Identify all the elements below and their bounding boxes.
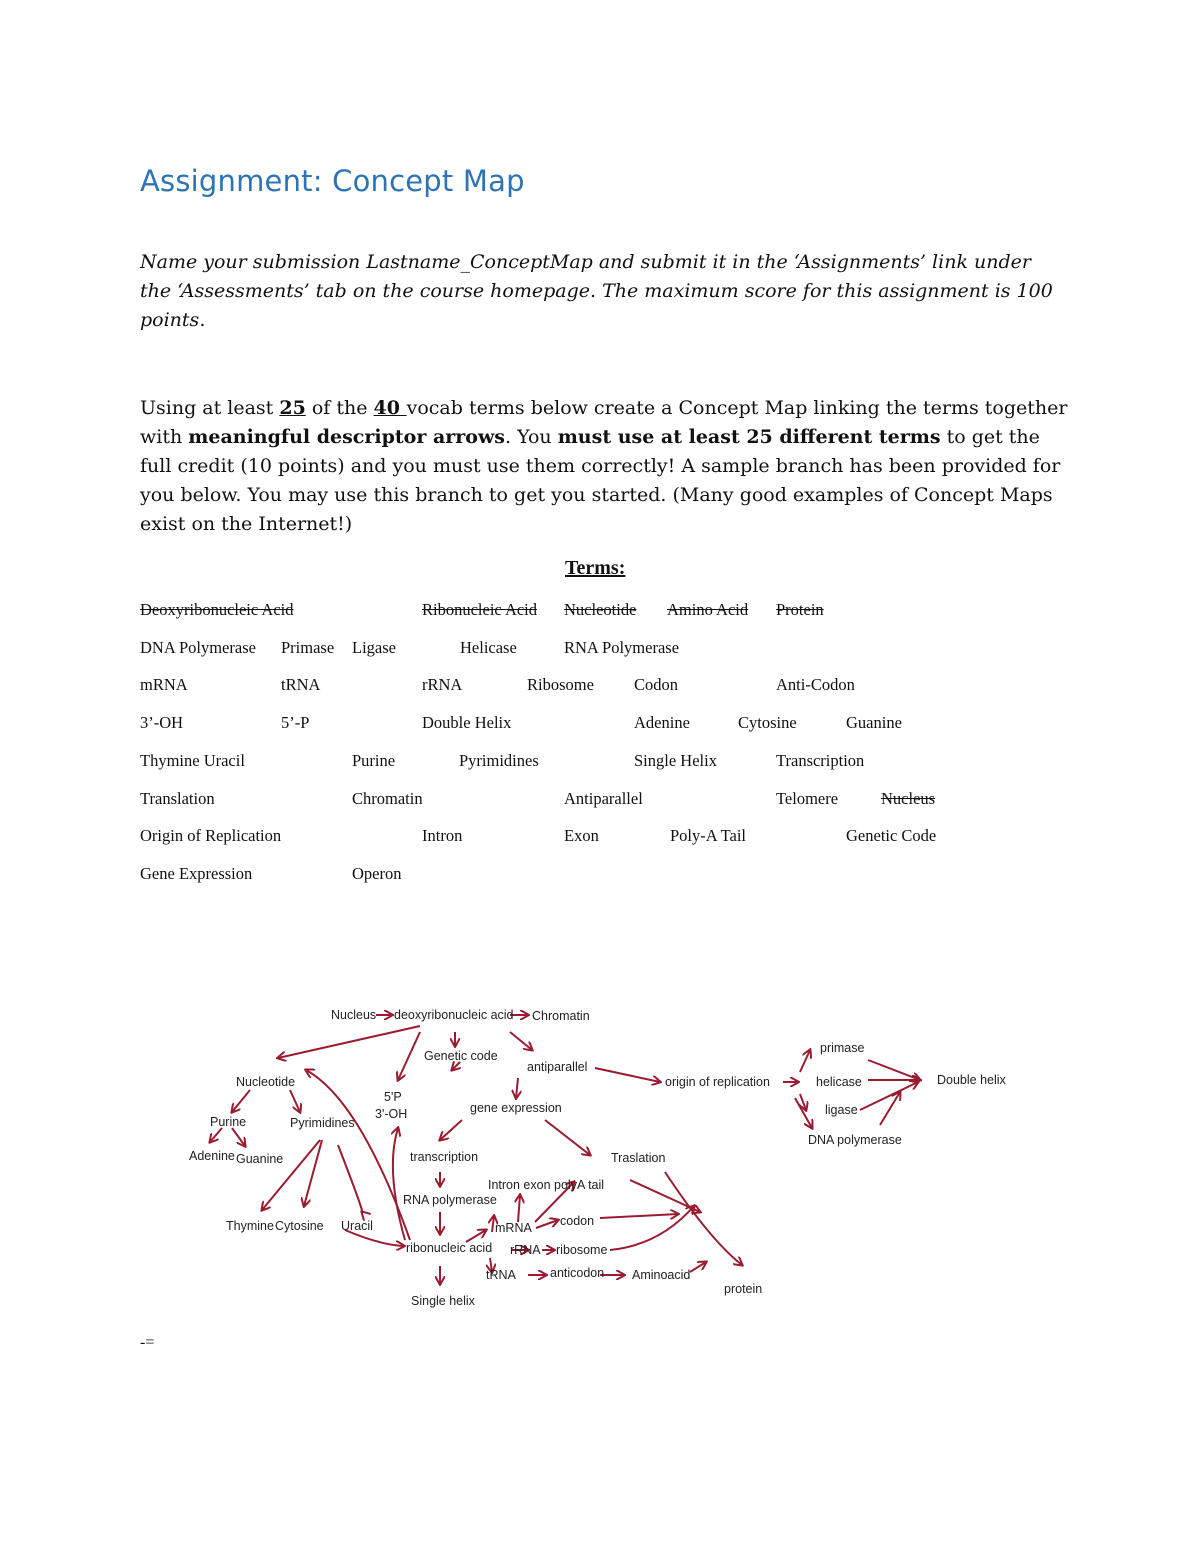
arrow: [278, 1026, 420, 1058]
term: Ribonucleic Acid: [422, 600, 538, 619]
arrow: [868, 1060, 920, 1080]
instr-number-25: 25: [279, 397, 306, 419]
map-node-chromatin: Chromatin: [532, 1009, 590, 1023]
page-title: Assignment: Concept Map: [140, 164, 525, 198]
instr-bold-1: meaningful descriptor arrows: [188, 426, 506, 448]
term: Transcription: [776, 751, 865, 770]
instr-bold-2: must use at least 25 different terms: [557, 426, 941, 448]
map-node-aminoacid: Aminoacid: [632, 1268, 691, 1282]
map-node-transcription: transcription: [410, 1150, 479, 1164]
term: Antiparallel: [564, 789, 643, 808]
term: Protein: [776, 600, 824, 619]
term: Ribosome: [527, 675, 594, 694]
map-node-guanine: Guanine: [236, 1152, 284, 1166]
term: RNA Polymerase: [564, 638, 680, 657]
term: mRNA: [140, 675, 188, 694]
arrow: [690, 1262, 706, 1272]
term: 3’-OH: [140, 713, 184, 732]
arrow: [545, 1120, 590, 1155]
arrow: [338, 1145, 362, 1212]
instr-part-1: Using at least: [140, 397, 280, 419]
arrow: [440, 1120, 462, 1140]
map-node-antiparallel: antiparallel: [527, 1060, 588, 1074]
arrow: [630, 1180, 700, 1212]
arrow: [492, 1216, 494, 1232]
term: Double Helix: [422, 713, 512, 732]
map-node-nucleus: Nucleus: [331, 1008, 377, 1022]
arrow: [880, 1092, 900, 1125]
map-node-ribosome: ribosome: [556, 1243, 608, 1257]
term: Purine: [352, 751, 396, 770]
arrow: [262, 1140, 320, 1210]
map-node-rna-polymerase: RNA polymerase: [403, 1193, 497, 1207]
arrow: [232, 1090, 250, 1112]
arrow: [290, 1090, 300, 1112]
map-node-3oh: 3'-OH: [375, 1107, 408, 1121]
map-node-dna-polymerase: DNA polymerase: [808, 1133, 902, 1147]
intro-text-2: The maximum score for this assignment is 100 points: [140, 280, 1053, 331]
arrow: [600, 1214, 678, 1218]
intro-period-2: .: [199, 309, 206, 331]
map-node-cytosine: Cytosine: [275, 1219, 324, 1233]
term: Adenine: [634, 713, 690, 732]
arrow: [398, 1032, 420, 1080]
map-node-rrna: rRNA: [510, 1243, 541, 1257]
footer-mark: -=: [140, 1334, 155, 1351]
map-node-intron-exon-polya: Intron exon polyA tail: [488, 1178, 605, 1192]
term: Anti-Codon: [776, 675, 855, 694]
term: Poly-A Tail: [670, 826, 747, 845]
arrow: [518, 1195, 520, 1222]
term: DNA Polymerase: [140, 638, 256, 657]
arrow: [510, 1032, 532, 1050]
instr-part-4: . You: [505, 426, 558, 448]
map-node-origin-of-replication: origin of replication: [665, 1075, 770, 1089]
map-node-single-helix: Single helix: [411, 1294, 475, 1308]
map-node-double-helix: Double helix: [937, 1073, 1006, 1087]
map-node-protein: protein: [724, 1282, 763, 1296]
term: 5’-P: [281, 713, 310, 732]
map-node-5p: 5'P: [384, 1090, 402, 1104]
map-node-genetic-code: Genetic code: [424, 1049, 498, 1063]
term: Cytosine: [738, 713, 797, 732]
arrow: [610, 1206, 694, 1250]
term: Exon: [564, 826, 599, 845]
term: Primase: [281, 638, 335, 657]
term: Guanine: [846, 713, 902, 732]
term: Nucleus: [881, 789, 936, 808]
intro-period-1: .: [589, 280, 597, 302]
map-labels: [189, 1008, 1007, 1308]
arrow: [516, 1078, 518, 1098]
term: Translation: [140, 789, 215, 808]
map-node-dna: deoxyribonucleic acid: [394, 1008, 514, 1022]
term: Amino Acid: [667, 600, 749, 619]
map-node-codon: codon: [560, 1214, 595, 1228]
term: Operon: [352, 864, 402, 883]
instr-part-3: vocab terms below create a Concept Map linking the terms together with: [140, 397, 1068, 448]
map-node-nucleotide: Nucleotide: [236, 1075, 296, 1089]
map-node-traslation: Traslation: [611, 1151, 666, 1165]
arrow: [595, 1068, 660, 1082]
map-node-ligase: ligase: [825, 1103, 858, 1117]
map-node-purine: Purine: [210, 1115, 247, 1129]
map-node-trna: tRNA: [486, 1268, 516, 1282]
map-node-anticodon: anticodon: [550, 1266, 605, 1280]
arrow: [232, 1128, 245, 1146]
term: Single Helix: [634, 751, 717, 770]
term: Intron: [422, 826, 463, 845]
term: Deoxyribonucleic Acid: [140, 600, 294, 619]
instr-part-5: to get the full credit (10 points) and you must use them correctly! A sample branch has been provided for you below. You may use this branch to get you started. (Many good examples of Concept Maps exist on the Internet!): [140, 426, 1061, 535]
term: rRNA: [422, 675, 463, 694]
term: Pyrimidines: [459, 751, 539, 770]
term: Thymine Uracil: [140, 751, 245, 770]
term: Telomere: [776, 789, 839, 808]
arrow: [665, 1172, 742, 1265]
map-node-primase: primase: [820, 1041, 865, 1055]
arrow: [800, 1050, 810, 1072]
arrow: [536, 1220, 558, 1228]
map-node-mrna: mRNA: [495, 1221, 532, 1235]
term: Genetic Code: [846, 826, 937, 845]
map-node-pyrimidines: Pyrimidines: [290, 1116, 355, 1130]
map-node-helicase: helicase: [816, 1075, 862, 1089]
map-node-rna: ribonucleic acid: [406, 1241, 493, 1255]
map-node-thymine: Thymine: [226, 1219, 274, 1233]
instr-part-2: of the: [305, 397, 374, 419]
term: Helicase: [460, 638, 517, 657]
terms-heading: Terms:: [565, 557, 626, 579]
term: Origin of Replication: [140, 826, 282, 845]
term: tRNA: [281, 675, 321, 694]
intro-text-1: Name your submission Lastname_ConceptMap and submit it in the ‘Assignments’ link under the ‘Assessments’ tab on the course homepage: [140, 251, 1031, 302]
term: Ligase: [352, 638, 396, 657]
term: Gene Expression: [140, 864, 253, 883]
map-node-adenine: Adenine: [189, 1149, 235, 1163]
term: Nucleotide: [564, 600, 637, 619]
instr-number-40: 40: [373, 397, 407, 419]
map-node-gene-expression: gene expression: [470, 1101, 562, 1115]
arrow: [860, 1082, 918, 1110]
term: Codon: [634, 675, 679, 694]
arrow: [210, 1128, 222, 1142]
term: Chromatin: [352, 789, 423, 808]
map-node-uracil: Uracil: [341, 1219, 373, 1233]
arrow: [452, 1062, 460, 1070]
